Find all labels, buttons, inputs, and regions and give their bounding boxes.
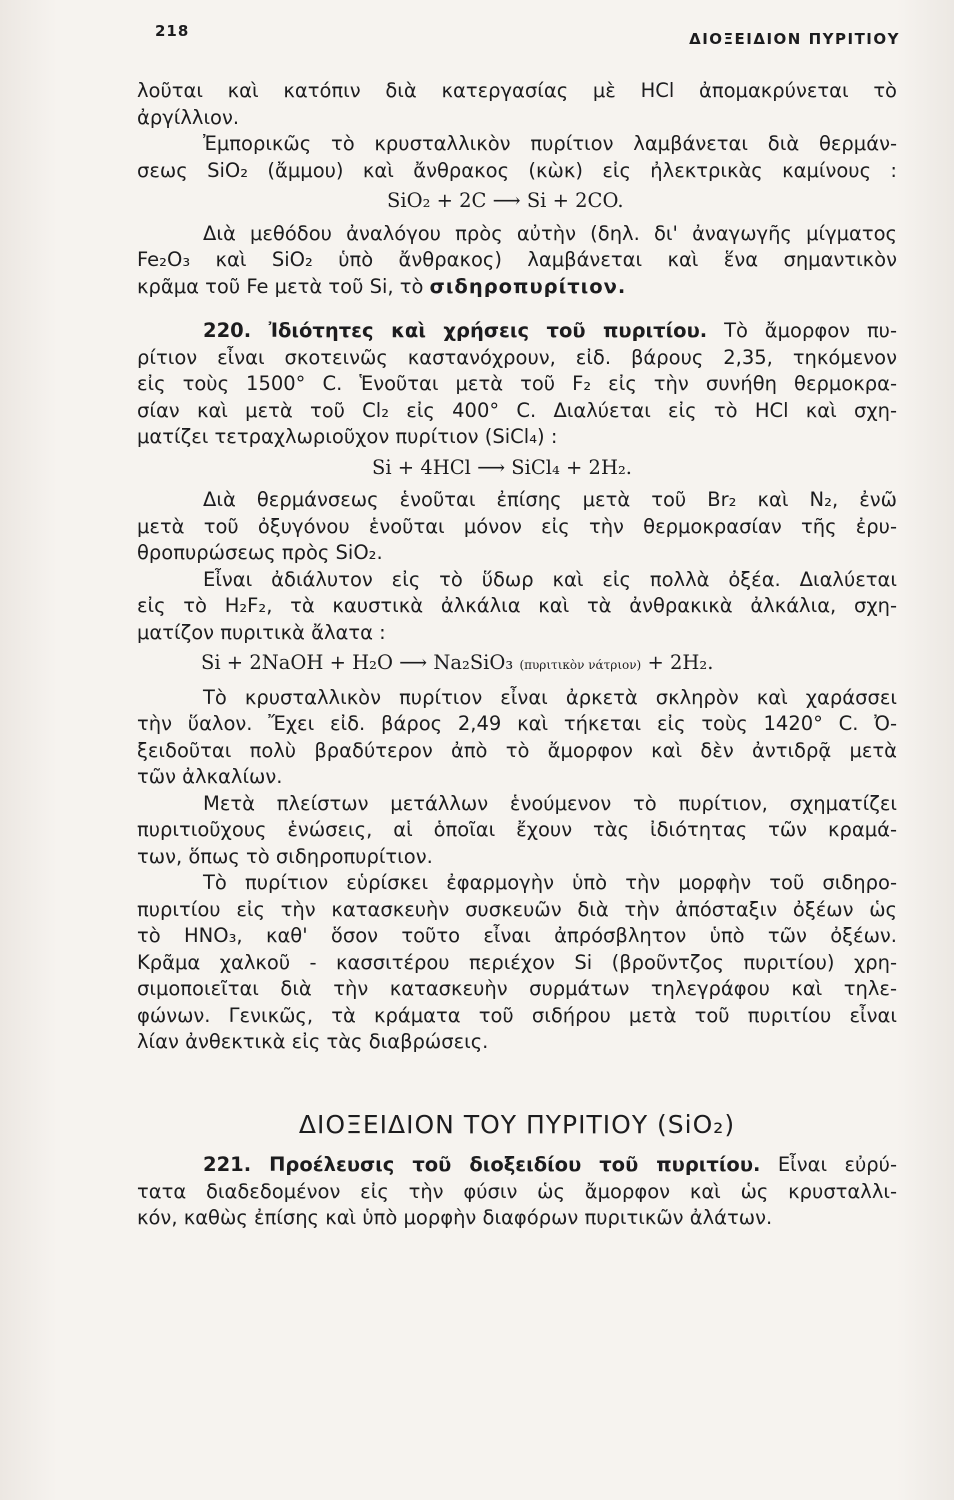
text-line: εἰς τὸ H₂F₂, τὰ καυστικὰ ἀλκάλια καὶ τὰ ἀνθρακικὰ ἀλκάλια, σχη- (137, 594, 897, 617)
text-line: κόν, καθὼς ἐπίσης καὶ ὑπὸ μορφὴν διαφόρων πυριτικῶν ἀλάτων. (137, 1206, 773, 1229)
section-221-heading: 221. Προέλευσις τοῦ διοξειδίου τοῦ πυριτίου. (203, 1153, 761, 1176)
chemical-equation (137, 650, 897, 679)
text-line: ματίζει τετραχλωριοῦχον πυρίτιον (SiCl₄) : (137, 425, 558, 448)
text-line: φώνων. Γενικῶς, τὰ κράματα τοῦ σιδήρου μετὰ τοῦ πυριτίου εἶναι (137, 1003, 897, 1027)
text-line: Κρᾶμα χαλκοῦ - κασσιτέρου περιέχον Si (βροῦντζος πυριτίου) χρη- (137, 950, 897, 974)
text-fragment: Τὸ ἄμορφον πυ- (724, 319, 897, 342)
text-line (137, 274, 897, 301)
text-line: τὴν ὕαλον. Ἔχει εἰδ. βάρος 2,49 καὶ τήκεται εἰς τοὺς 1420° C. Ὀ- (137, 712, 897, 735)
text-line: των, ὅπως τὸ σιδηροπυρίτιον. (137, 844, 433, 868)
equation-annotation: (πυριτικὸν νάτριον) (519, 658, 642, 672)
text-fragment: Εἶναι εὐρύ- (777, 1153, 897, 1176)
text-line: Διὰ μεθόδου ἀναλόγου πρὸς αὐτὴν (δηλ. δι' ἀναγωγῆς μίγματος (203, 221, 897, 245)
text-line: μετὰ τοῦ ὀξυγόνου ἑνοῦται μόνον εἰς τὴν θερμοκρασίαν τῆς ἐρυ- (137, 514, 897, 538)
text-line: Fe₂O₃ καὶ SiO₂ ὑπὸ ἄνθρακος) λαμβάνεται καὶ ἕνα σημαντικὸν (137, 248, 897, 271)
text-line: σιμοποιεῖται διὰ τὴν κατασκευὴν συρμάτων τηλεγράφου καὶ τηλε- (137, 977, 897, 1000)
running-head: ΔΙΟΞΕΙΔΙΟΝ ΠΥΡΙΤΙΟΥ (689, 30, 900, 48)
text-line: θροπυρώσεως πρὸς SiO₂. (137, 541, 383, 564)
section-221-first-line (137, 1152, 897, 1179)
page-number: 218 (155, 22, 190, 40)
body-text (137, 78, 897, 1232)
text-line: σεως SiO₂ (ἄμμου) καὶ ἄνθρακος (κὼκ) εἰς ἠλεκτρικὰς καμίνους : (137, 158, 897, 182)
text-line: ξειδοῦται πολὺ βραδύτερον ἀπὸ τὸ ἄμορφον καὶ δὲν ἀντιδρᾷ μετὰ (137, 738, 897, 762)
text-line: Εἶναι ἀδιάλυτον εἰς τὸ ὕδωρ καὶ εἰς πολλὰ ὀξέα. Διαλύεται (203, 567, 897, 591)
equation-part: + 2H₂. (647, 651, 714, 674)
text-fragment: κρᾶμα τοῦ Fe μετὰ τοῦ Si, τὸ (137, 274, 424, 298)
text-line: τατα διαδεδομένον εἰς τὴν φύσιν ὡς ἄμορφον καὶ ὡς κρυσταλλι- (137, 1179, 897, 1203)
text-line: σίαν καὶ μετὰ τοῦ Cl₂ εἰς 400° C. Διαλύεται εἰς τὸ HCl καὶ σχη- (137, 398, 897, 422)
spacer (137, 300, 897, 318)
text-line: πυριτιοῦχους ἑνώσεις, αἱ ὁποῖαι ἔχουν τὰς ἰδιότητας τῶν κραμά- (137, 818, 897, 841)
text-line: τῶν ἀλκαλίων. (137, 765, 283, 788)
spacer (137, 1056, 897, 1104)
section-220-heading: 220. Ἰδιότητες καὶ χρήσεις τοῦ πυριτίου. (203, 319, 708, 342)
text-line: ματίζον πυριτικὰ ἄλατα : (137, 620, 386, 644)
text-line: Ἐμπορικῶς τὸ κρυσταλλικὸν πυρίτιον λαμβάνεται διὰ θερμάν- (203, 132, 897, 155)
page-header (155, 22, 900, 52)
chemical-equation: Si + 4HCl ⟶ SiCl₄ + 2H₂. (372, 455, 632, 479)
text-line: ρίτιον εἶναι σκοτεινῶς καστανόχρουν, εἰδ. βάρους 2,35, τηκόμενον (137, 345, 897, 369)
text-line: πυριτίου εἰς τὴν κατασκευὴν συσκευῶν διὰ τὴν ἀπόσταξιν ὀξέων ὡς (137, 897, 897, 921)
text-line: Μετὰ πλείστων μετάλλων ἑνούμενον τὸ πυρίτιον, σχηματίζει (203, 791, 897, 815)
text-line: Τὸ κρυσταλλικὸν πυρίτιον εἶναι ἀρκετὰ σκληρὸν καὶ χαράσσει (203, 685, 897, 709)
chemical-equation: SiO₂ + 2C ⟶ Si + 2CO. (387, 189, 624, 212)
text-line: ἀργίλλιον. (137, 105, 240, 129)
section-title: ΔΙΟΞΕΙΔΙΟΝ ΤΟΥ ΠΥΡΙΤΙΟΥ (SiO₂) (298, 1109, 736, 1139)
term-ferrosilicon: σιδηροπυρίτιον. (429, 274, 627, 298)
text-line: εἰς τοὺς 1500° C. Ἑνοῦται μετὰ τοῦ F₂ εἰς τὴν συνήθη θερμοκρα- (137, 372, 897, 395)
text-line: λοῦται καὶ κατόπιν διὰ κατεργασίας μὲ HCl ἀπομακρύνεται τὸ (137, 79, 897, 102)
text-line: τὸ HNO₃, καθ' ὅσον τοῦτο εἶναι ἀπρόσβλητον ὑπὸ τῶν ὀξέων. (137, 924, 897, 947)
text-line: λίαν ἀνθεκτικὰ εἰς τὰς διαβρώσεις. (137, 1030, 489, 1053)
equation-part: Si + 2NaOH + H₂O ⟶ Na₂SiO₃ (201, 651, 514, 674)
section-220-first-line (137, 318, 897, 345)
text-line: Διὰ θερμάνσεως ἑνοῦται ἐπίσης μετὰ τοῦ Br₂ καὶ N₂, ἐνῶ (203, 488, 897, 511)
text-line: Τὸ πυρίτιον εὑρίσκει ἐφαρμογὴν ὑπὸ τὴν μορφὴν τοῦ σιδηρο- (203, 871, 897, 894)
